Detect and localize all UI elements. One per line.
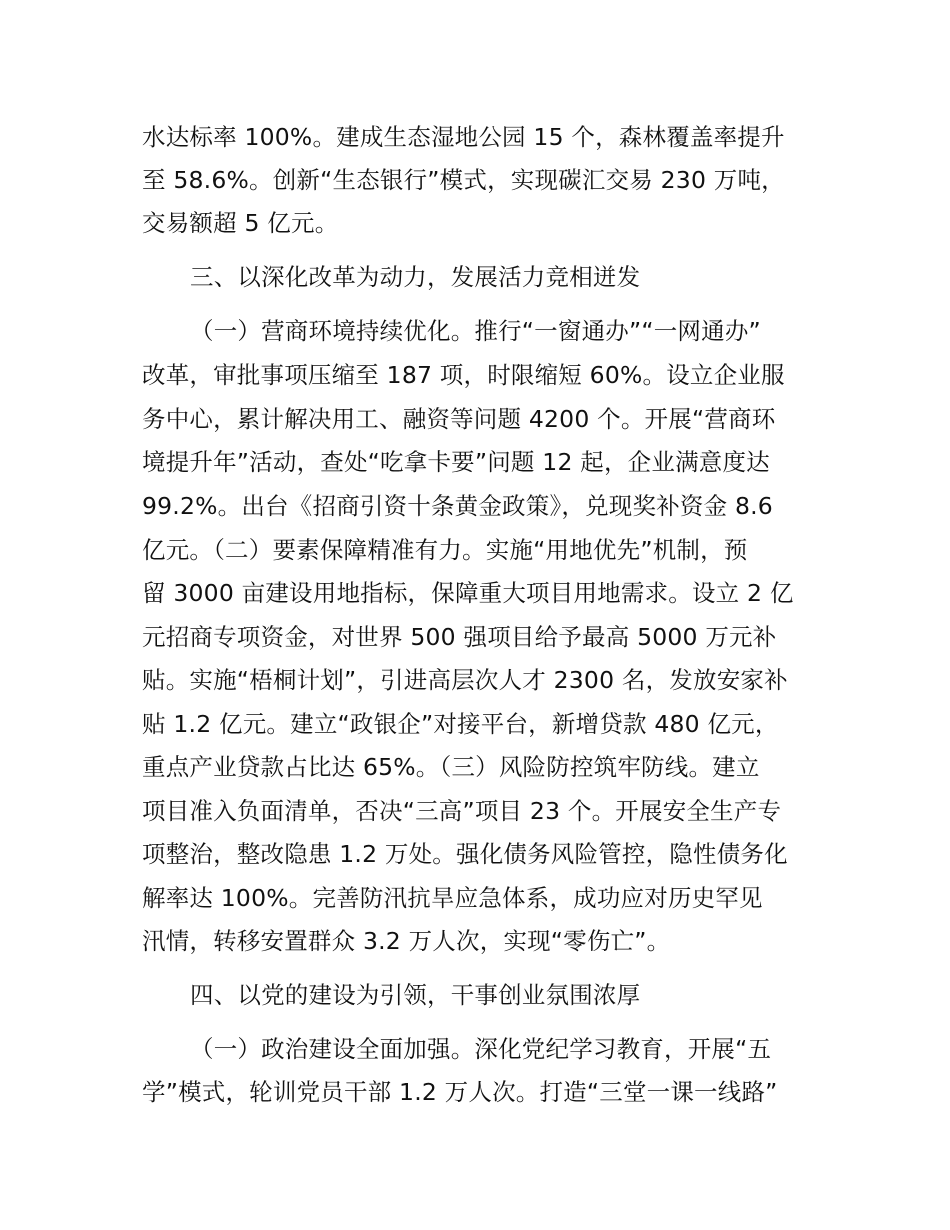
- body-line: 学”模式，轮训党员干部 1.2 万人次。打造“三堂一课一线路”: [142, 1078, 778, 1106]
- body-line: 99.2%。出台《招商引资十条黄金政策》，兑现奖补资金 8.6: [142, 492, 773, 520]
- body-line: 贴 1.2 亿元。建立“政银企”对接平台，新增贷款 480 亿元，: [142, 710, 779, 738]
- body-line: 项整治，整改隐患 1.2 万处。强化债务风险管控，隐性债务化: [142, 840, 788, 868]
- body-line: 境提升年”活动，查处“吃拿卡要”问题 12 起，企业满意度达: [142, 448, 770, 476]
- body-line: 元招商专项资金，对世界 500 强项目给予最高 5000 万元补: [142, 623, 777, 651]
- body-line: 水达标率 100%。建成生态湿地公园 15 个，森林覆盖率提升: [142, 123, 785, 151]
- paragraph-start-line: （一）政治建设全面加强。深化党纪学习教育，开展“五: [190, 1035, 772, 1063]
- body-line: 汛情，转移安置群众 3.2 万人次，实现“零伤亡”。: [142, 927, 671, 955]
- body-line: 解率达 100%。完善防汛抗旱应急体系，成功应对历史罕见: [142, 884, 763, 912]
- body-line: 改革，审批事项压缩至 187 项，时限缩短 60%。设立企业服: [142, 361, 785, 389]
- body-line: 项目准入负面清单，否决“三高”项目 23 个。开展安全生产专: [142, 797, 782, 825]
- body-line: 至 58.6%。创新“生态银行”模式，实现碳汇交易 230 万吨，: [142, 166, 785, 194]
- body-line: 亿元。（二）要素保障精准有力。实施“用地优先”机制，预: [142, 536, 748, 564]
- body-line: 重点产业贷款占比达 65%。（三）风险防控筑牢防线。建立: [142, 753, 760, 781]
- body-line: 交易额超 5 亿元。: [142, 209, 339, 237]
- section-heading-3: 三、以深化改革为动力，发展活力竞相迸发: [190, 263, 641, 291]
- body-line: 贴。实施“梧桐计划”，引进高层次人才 2300 名，发放安家补: [142, 666, 788, 694]
- body-line: 务中心，累计解决用工、融资等问题 4200 个。开展“营商环: [142, 405, 776, 433]
- body-line: 留 3000 亩建设用地指标，保障重大项目用地需求。设立 2 亿: [142, 579, 794, 607]
- section-heading-4: 四、以党的建设为引领，干事创业氛围浓厚: [190, 981, 641, 1009]
- paragraph-start-line: （一）营商环境持续优化。推行“一窗通办”“一网通办”: [190, 317, 761, 345]
